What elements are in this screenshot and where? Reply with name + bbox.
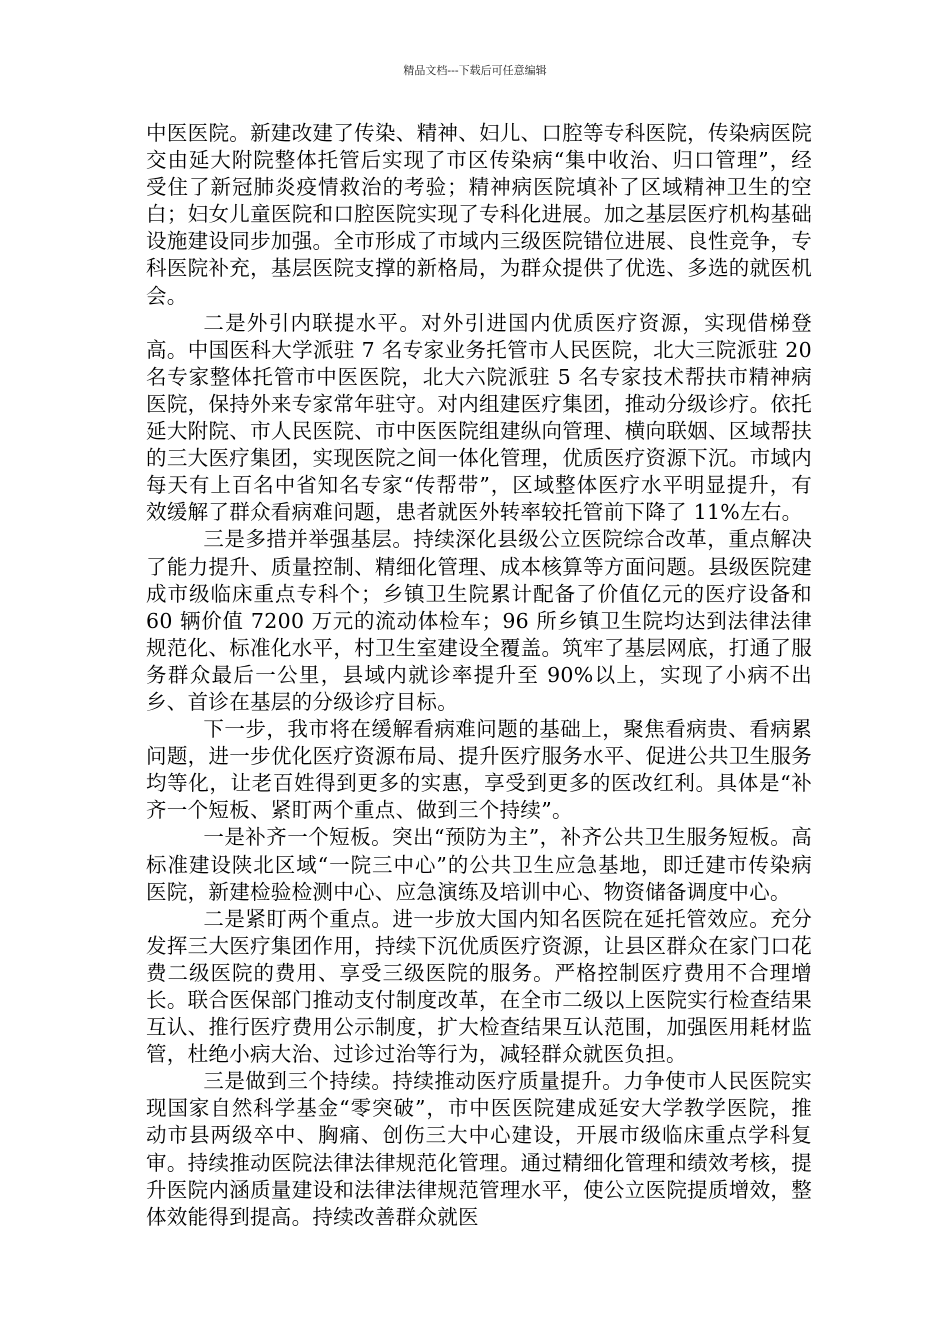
paragraph-continuation: 中医医院。新建改建了传染、精神、妇儿、口腔等专科医院，传染病医院交由延大附院整体托管后实现了市区传染病“集中收治、归口管理”，经受住了新冠肺炎疫情救治的考验；精神病医院填补了区域精神卫生的空白；妇女儿童医院和口腔医院实现了专科化进展。加之基层医疗机构基础设施建设同步加强。全市形成了市域内三级医院错位进展、良性竞争，专科医院补充，基层医院支撑的新格局，为群众提供了优选、多选的就医机会。 <box>146 121 812 308</box>
paragraph-external-cooperation: 二是外引内联提水平。对外引进国内优质医疗资源，实现借梯登高。中国医科大学派驻 7 名专家业务托管市人民医院，北大三院派驻 20 名专家整体托管市中医医院，北大六院派驻 5 名专家技术帮扶市精神病医院，保持外来专家常年驻守。对内组建医疗集团，推动分级诊疗。依托延大附院、市人民医院、市中医医院组建纵向管理、横向联姻、区域帮扶的三大医疗集团，实现医院之间一体化管理，优质医疗资源下沉。市域内每天有上百名中省知名专家“传帮带”，区域整体医疗水平明显提升，有效缓解了群众看病难问题，患者就医外转率较托管前下降了 11%左右。 <box>146 310 812 525</box>
paragraph-three-continuous: 三是做到三个持续。持续推动医疗质量提升。力争使市人民医院实现国家自然科学基金“零突破”，市中医医院建成延安大学教学医院，推动市县两级卒中、胸痛、创伤三大中心建设，开展市级临床重点学科复审。持续推动医院法律法律规范化管理。通过精细化管理和绩效考核，提升医院内涵质量建设和法律法律规范管理水平，使公立医院提质增效，整体效能得到提高。持续改善群众就医 <box>146 1069 812 1229</box>
document-body <box>146 120 812 1231</box>
paragraph-next-step: 下一步，我市将在缓解看病难问题的基础上，聚焦看病贵、看病累问题，进一步优化医疗资源布局、提升医疗服务水平、促进公共卫生服务均等化，让老百姓得到更多的实惠，享受到更多的医改红利。具体是“补齐一个短板、紧盯两个重点、做到三个持续”。 <box>146 717 812 823</box>
paragraph-grassroots: 三是多措并举强基层。持续深化县级公立医院综合改革，重点解决了能力提升、质量控制、精细化管理、成本核算等方面问题。县级医院建成市级临床重点专科个；乡镇卫生院累计配备了价值亿元的医疗设备和 60 辆价值 7200 万元的流动体检车；96 所乡镇卫生院均达到法律法律规范化、标准化水平，村卫生室建设全覆盖。筑牢了基层网底，打通了服务群众最后一公里，县域内就诊率提升至 90%以上，实现了小病不出乡、首诊在基层的分级诊疗目标。 <box>146 527 812 714</box>
page-header: 精品文档---下载后可任意编辑 <box>403 64 547 77</box>
paragraph-two-focus: 二是紧盯两个重点。进一步放大国内知名医院在延托管效应。充分发挥三大医疗集团作用，持续下沉优质医疗资源，让县区群众在家门口花费二级医院的费用、享受三级医院的服务。严格控制医疗费用不合理增长。联合医保部门推动支付制度改革，在全市二级以上医院实行检查结果互认、推行医疗费用公示制度，扩大检查结果互认范围，加强医用耗材监管，杜绝小病大治、过诊过治等行为，减轻群众就医负担。 <box>146 906 812 1067</box>
paragraph-shortboard: 一是补齐一个短板。突出“预防为主”，补齐公共卫生服务短板。高标准建设陕北区域“一院三中心”的公共卫生应急基地，即迁建市传染病医院，新建检验检测中心、应急演练及培训中心、物资储备调度中心。 <box>146 825 812 904</box>
